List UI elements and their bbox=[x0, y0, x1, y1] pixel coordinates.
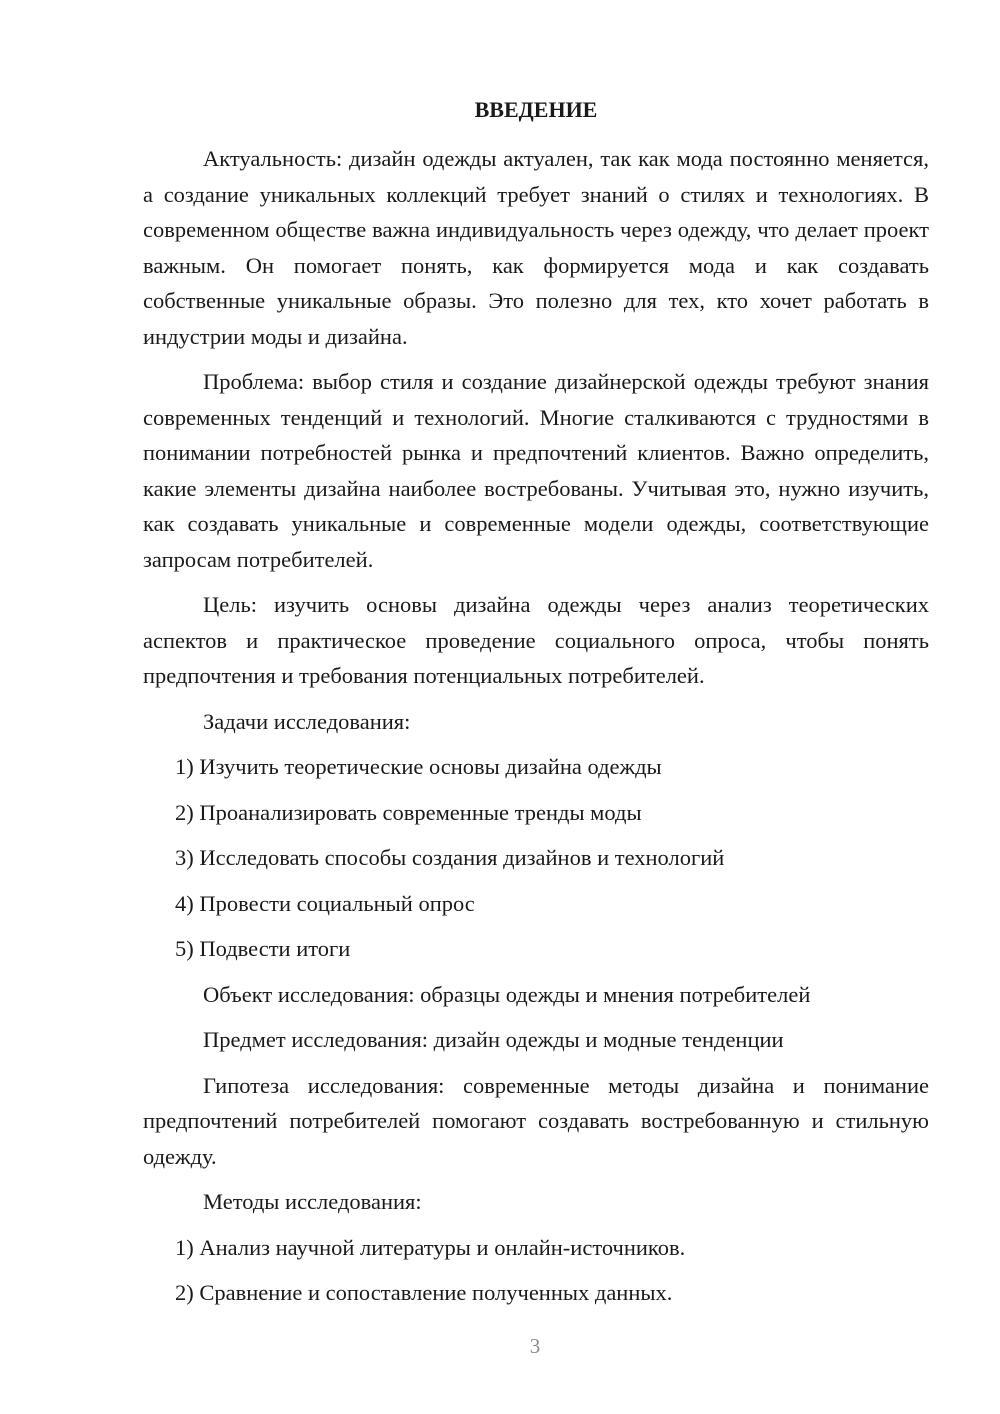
method-item: 2) Сравнение и сопоставление полученных данных. bbox=[175, 1280, 673, 1305]
task-item: 1) Изучить теоретические основы дизайна одежды bbox=[175, 754, 662, 779]
methods-heading: Методы исследования: bbox=[203, 1189, 422, 1214]
object-paragraph: Объект исследования: образцы одежды и мнения потребителей bbox=[203, 981, 811, 1007]
task-item: 2) Проанализировать современные тренды моды bbox=[175, 799, 642, 825]
tasks-heading: Задачи исследования: bbox=[203, 708, 411, 734]
problem-paragraph: Проблема: выбор стиля и создание дизайнерской одежды требуют знания современных тенденций и технологий. Многие сталкиваются с трудностями в понимании потребностей рынка и предпочтений клиентов. Важно определить, какие элементы дизайна наиболее востребованы. Учитывая это, нужно изучить, как создавать уникальные и современные модели одежды, соответствующие запросам потребителей. bbox=[143, 369, 929, 572]
task-item: 5) Подвести итоги bbox=[175, 936, 351, 961]
document-page bbox=[143, 95, 929, 1321]
goal-paragraph: Цель: изучить основы дизайна одежды через анализ теоретических аспектов и практическое проведение социального опроса, чтобы понять предпочтения и требования потенциальных потребителей. bbox=[143, 592, 929, 688]
relevance-paragraph: Актуальность: дизайн одежды актуален, так как мода постоянно меняется, а создание уникальных коллекций требует знаний о стилях и технологиях. В современном обществе важна индивидуальность через одежду, что делает проект важным. Он помогает понять, как формируется мода и как создавать собственные уникальные образы. Это полезно для тех, кто хочет работать в индустрии моды и дизайна. bbox=[143, 146, 929, 349]
method-item: 1) Анализ научной литературы и онлайн-источников. bbox=[175, 1234, 686, 1260]
subject-paragraph: Предмет исследования: дизайн одежды и модные тенденции bbox=[203, 1027, 784, 1052]
task-item: 4) Провести социальный опрос bbox=[175, 890, 475, 916]
section-title: ВВЕДЕНИЕ bbox=[474, 97, 598, 122]
page-number: 3 bbox=[529, 1334, 541, 1358]
hypothesis-paragraph: Гипотеза исследования: современные методы дизайна и понимание предпочтений потребителей помогают создавать востребованную и стильную одежду. bbox=[143, 1072, 929, 1169]
task-item: 3) Исследовать способы создания дизайнов и технологий bbox=[175, 845, 725, 870]
